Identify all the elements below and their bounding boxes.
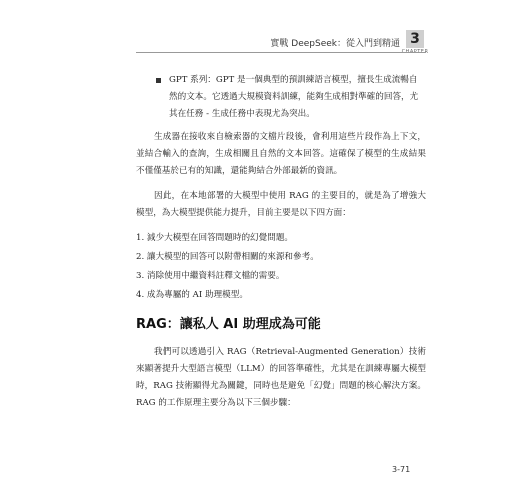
chapter-number: 3	[406, 30, 424, 48]
list-item: 2. 讓大模型的回答可以附帶相關的來源和參考。	[136, 252, 319, 262]
page-content	[136, 72, 426, 420]
bullet-item	[156, 72, 426, 123]
list-item: 1. 減少大模型在回答問題時的幻覺問題。	[136, 233, 294, 243]
list-item: 4. 成為專屬的 AI 助理模型。	[136, 290, 248, 300]
page-number: 3-71	[392, 465, 411, 474]
header-rule	[136, 52, 426, 53]
list-item: 3. 消除使用中繼資料註釋文檔的需要。	[136, 271, 285, 281]
paragraph-rag: 我們可以透過引入 RAG（Retrieval-Augmented Generation）技術來顯著提升大型語言模型（LLM）的回答準確性，尤其是在訓練專屬大模型時，RAG 技術顯得尤為關鍵，同時也是避免「幻覺」問題的核心解決方案。RAG 的工作原理主要分為以下三個步驟：	[136, 347, 426, 408]
bullet-text: GPT 系列：GPT 是一個典型的預訓練語言模型，擅長生成流暢自然的文本。它透過大規模資料訓練，能夠生成相對準確的回答，尤其在任務 - 生成任務中表現尤為突出。	[169, 75, 419, 119]
section-title: RAG：讓私人 AI 助理成為可能	[136, 317, 321, 332]
paragraph-purpose: 因此，在本地部署的大模型中使用 RAG 的主要目的，就是為了增強大模型，為大模型提供能力提升，目前主要是以下四方面：	[136, 191, 426, 218]
square-bullet-icon	[156, 78, 161, 83]
purpose-list	[136, 230, 426, 304]
chapter-label: CHAPTER	[401, 49, 429, 55]
paragraph-generator: 生成器在接收來自檢索器的文檔片段後，會利用這些片段作為上下文，並結合輸入的查詢，生成相關且自然的文本回答。這確保了模型的生成結果不僅僅基於已有的知識，還能夠結合外部最新的資訊。	[136, 132, 426, 176]
book-title: 實戰 DeepSeek：從入門到精通	[270, 39, 400, 49]
